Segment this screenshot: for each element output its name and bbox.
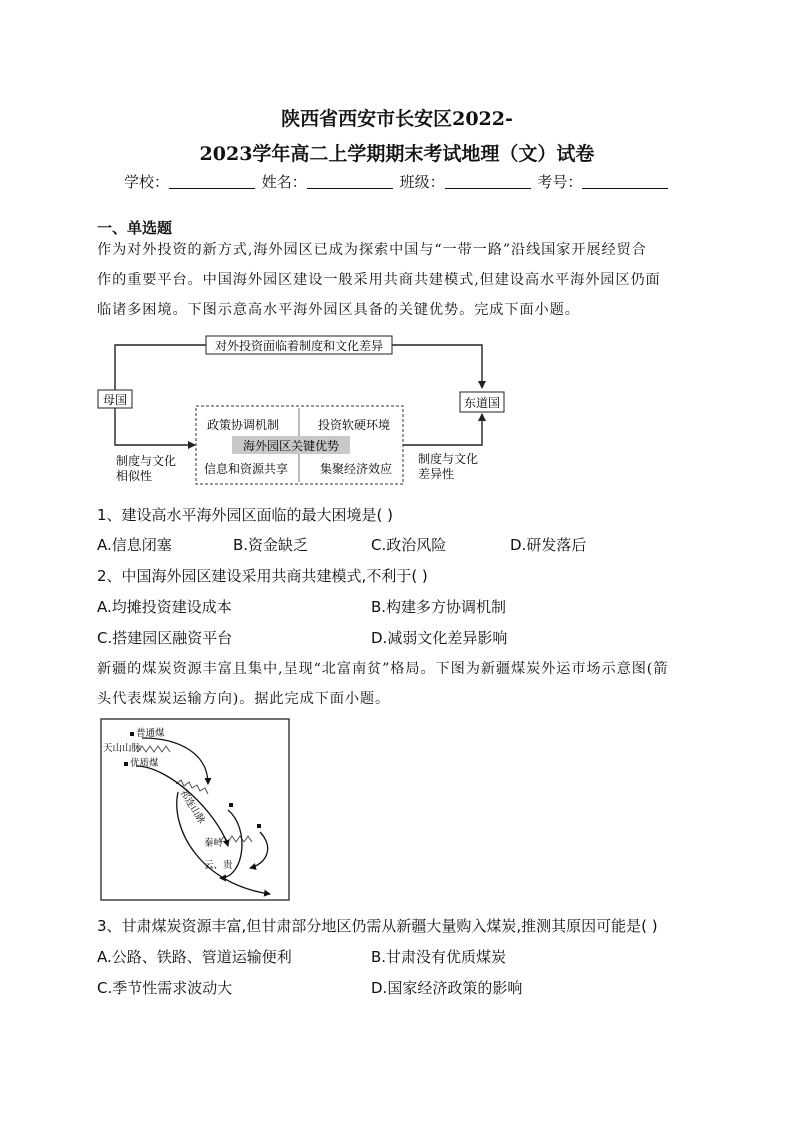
host-country-box: 东道国 xyxy=(463,396,501,410)
question-1-option-c: C.政治风险 xyxy=(371,536,447,554)
diagram-right-note-line2: 差异性 xyxy=(418,467,455,481)
label-yungui: 云、贵 xyxy=(204,860,233,871)
exam-number-blank xyxy=(582,174,668,189)
name-blank xyxy=(307,174,393,189)
diagram-right-note-line1: 制度与文化 xyxy=(418,452,479,466)
question-2-option-b: B.构建多方协调机制 xyxy=(371,598,507,616)
diagram-cell-agglomeration: 集聚经济效应 xyxy=(319,462,393,476)
question-1-option-b: B.资金缺乏 xyxy=(233,536,309,554)
question-1-option-a: A.信息闭塞 xyxy=(97,536,172,554)
label-quality-coal: 优质煤 xyxy=(130,758,159,769)
label-ordinary-coal: 普通煤 xyxy=(136,728,165,739)
label-qinling: 秦岭 xyxy=(204,838,224,849)
material2-line: 头代表煤炭运输方向)。据此完成下面小题。 xyxy=(97,691,391,707)
overseas-park-diagram xyxy=(96,332,516,492)
material2-line: 新疆的煤炭资源丰富且集中,呈现“北富南贫”格局。下图为新疆煤炭外运市场示意图(箭 xyxy=(97,661,669,677)
diagram-cell-environment: 投资软硬环境 xyxy=(317,418,391,432)
question-3-option-a: A.公路、铁路、管道运输便利 xyxy=(97,948,292,966)
diagram-left-note-line1: 制度与文化 xyxy=(116,454,177,468)
diagram-cell-policy: 政策协调机制 xyxy=(206,418,280,432)
coal-transport-map xyxy=(100,718,290,901)
material1-line: 作的重要平台。中国海外园区建设一般采用共商共建模式,但建设高水平海外园区仍面 xyxy=(97,272,661,288)
home-country-box: 母国 xyxy=(102,393,128,407)
diagram-cell-information: 信息和资源共享 xyxy=(203,462,289,476)
question-3-option-b: B.甘肃没有优质煤炭 xyxy=(371,948,507,966)
diagram-left-note-line2: 相似性 xyxy=(116,469,153,483)
material1-line: 临诸多困境。下图示意高水平海外园区具备的关键优势。完成下面小题。 xyxy=(97,302,580,318)
question-3-option-d: D.国家经济政策的影响 xyxy=(371,979,523,997)
section-heading: 一、单选题 xyxy=(97,219,173,237)
question-1-stem: 1、建设高水平海外园区面临的最大困境是( ) xyxy=(97,506,394,524)
label-tianshan: 天山山脉 xyxy=(103,743,142,754)
coal-site-marker xyxy=(257,824,261,828)
class-label: 班级： xyxy=(399,173,445,191)
coal-site-marker xyxy=(229,803,233,807)
coal-site-marker xyxy=(130,732,134,736)
student-info-row xyxy=(124,171,670,192)
question-3-option-c: C.季节性需求波动大 xyxy=(97,979,233,997)
material1-paragraph xyxy=(97,235,699,325)
material2-paragraph xyxy=(97,654,699,714)
exam-title-line2: 2023学年高二上学期期末考试地理（文）试卷 xyxy=(199,143,595,165)
material1-line: 作为对外投资的新方式,海外园区已成为探索中国与“一带一路”沿线国家开展经贸合 xyxy=(97,242,647,258)
question-3-stem: 3、甘肃煤炭资源丰富,但甘肃部分地区仍需从新疆大量购入煤炭,推测其原因可能是( ) xyxy=(97,917,658,935)
question-1-option-d: D.研发落后 xyxy=(510,536,587,554)
school-label: 学校： xyxy=(124,173,170,191)
question-2-option-a: A.均摊投资建设成本 xyxy=(97,598,232,616)
exam-title-line1: 陕西省西安市长安区2022- xyxy=(281,108,513,130)
class-blank xyxy=(445,174,531,189)
name-label: 姓名： xyxy=(261,173,307,191)
question-2-option-d: D.减弱文化差异影响 xyxy=(371,629,508,647)
school-blank xyxy=(169,174,255,189)
question-2-stem: 2、中国海外园区建设采用共商共建模式,不利于( ) xyxy=(97,567,428,585)
diagram-top-label: 对外投资面临着制度和文化差异 xyxy=(214,339,384,353)
exam-number-label: 考号： xyxy=(537,173,583,191)
diagram-center-label: 海外园区关键优势 xyxy=(242,439,340,453)
label-qilian: 祁连山脉 xyxy=(177,787,207,826)
question-2-option-c: C.搭建园区融资平台 xyxy=(97,629,233,647)
coal-site-marker xyxy=(124,762,128,766)
